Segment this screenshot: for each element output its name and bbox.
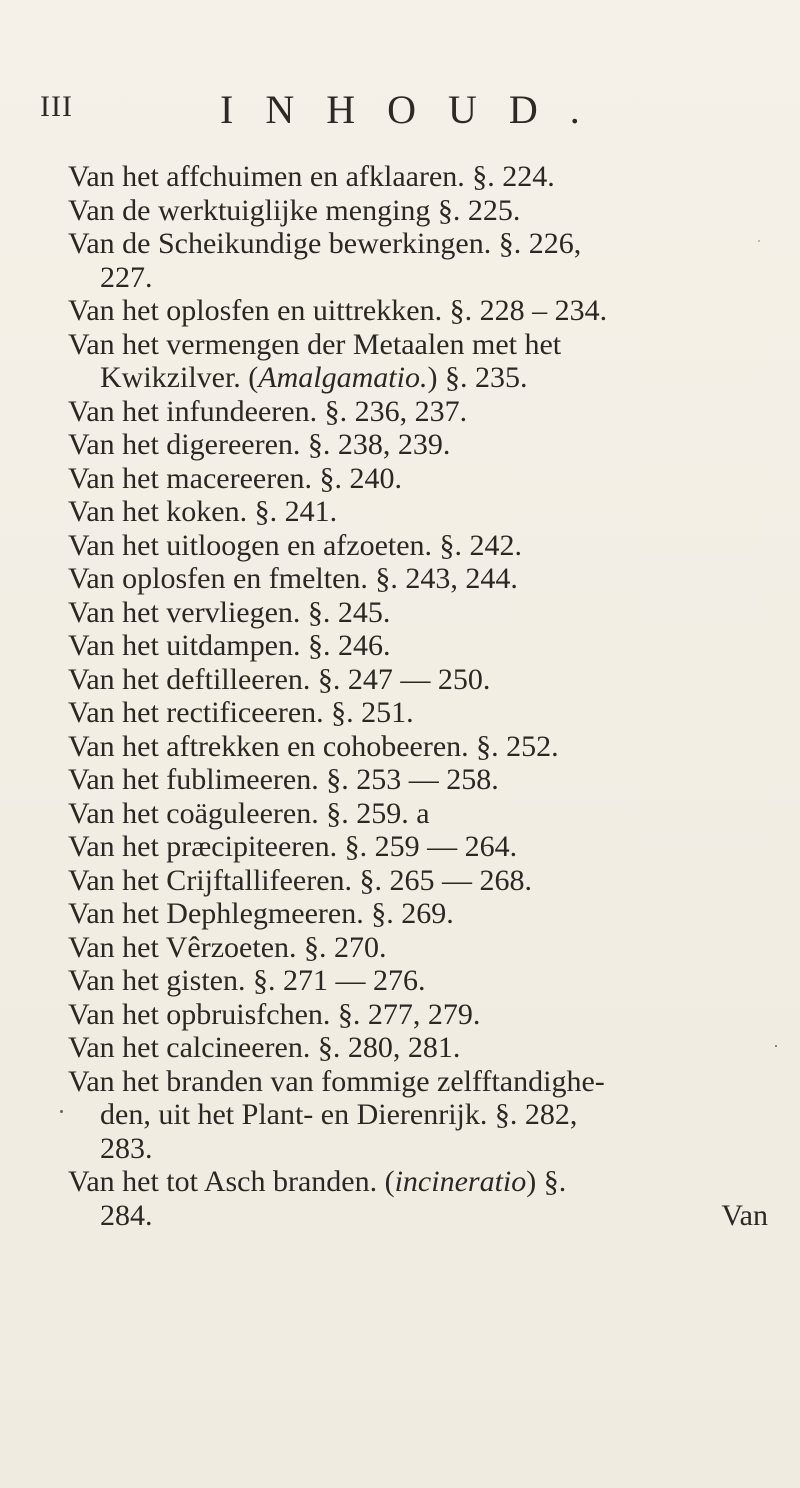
ink-speck <box>60 1110 63 1113</box>
latin-term: Amalgamatio. <box>258 361 428 394</box>
toc-entry: Van het infundeeren. §. 236, 237. <box>68 394 468 428</box>
toc-entry: Van het tot Asch branden. (incineratio) §. 284. Van <box>68 1165 768 1232</box>
toc-entry-continuation: 283. <box>100 1131 153 1165</box>
toc-entry: Van de Scheikundige bewerkingen. §. 226, 227. <box>68 227 768 294</box>
ink-speck <box>775 1045 777 1047</box>
toc-entry: Van het fublimeeren. §. 253 — 258. <box>68 763 499 796</box>
toc-entry: Van het rectificeeren. §. 251. <box>68 696 414 729</box>
ink-speck <box>758 240 760 242</box>
toc-entry: Van het affchuimen en afklaaren. §. 224. <box>68 160 555 193</box>
table-of-contents <box>68 160 768 1232</box>
toc-entry: Van het vermengen der Metaalen met het Kwikzilver. (Amalgamatio.) §. 235. <box>68 328 768 395</box>
toc-entry: Van het koken. §. 241. <box>68 495 338 528</box>
toc-entry: Van het Dephlegmeeren. §. 269. <box>68 897 454 930</box>
toc-entry: Van het uitloogen en afzoeten. §. 242. <box>68 528 523 562</box>
toc-entry: Van het macereeren. §. 240. <box>68 461 403 495</box>
toc-entry: Van het branden van fommige zelfftandighe- den, uit het Plant- en Dierenrijk. §. 282, 283. <box>68 1065 768 1166</box>
toc-entry-continuation: den, uit het Plant- en Dierenrijk. §. 282, <box>100 1098 578 1131</box>
page-number: III <box>40 90 73 123</box>
toc-entry: Van het coäguleeren. §. 259. a <box>68 796 430 830</box>
toc-entry-continuation: Kwikzilver. (Amalgamatio.) §. 235. <box>100 361 528 394</box>
page-header <box>40 86 740 146</box>
toc-entry: Van het Crijftallifeeren. §. 265 — 268. <box>68 863 533 897</box>
toc-entry: Van het aftrekken en cohobeeren. §. 252. <box>68 729 559 763</box>
toc-entry: Van het opbruisfchen. §. 277, 279. <box>68 997 481 1031</box>
toc-entry: Van het oplosfen en uittrekken. §. 228 – 234. <box>68 294 608 327</box>
toc-entry: Van het gisten. §. 271 — 276. <box>68 964 426 997</box>
toc-entry: Van oplosfen en fmelten. §. 243, 244. <box>68 562 518 595</box>
toc-entry-continuation: 284. Van <box>100 1198 768 1232</box>
toc-entry: Van het calcineeren. §. 280, 281. <box>68 1031 461 1064</box>
toc-entry: Van het vervliegen. §. 245. <box>68 595 391 629</box>
toc-entry: Van het deftilleeren. §. 247 — 250. <box>68 662 491 696</box>
toc-entry: Van het præcipiteeren. §. 259 — 264. <box>68 830 518 863</box>
toc-entry: Van het digereeren. §. 238, 239. <box>68 428 451 461</box>
toc-entry: Van het uitdampen. §. 246. <box>68 629 391 662</box>
latin-term: incineratio <box>394 1165 527 1198</box>
catchword: Van <box>721 1198 768 1232</box>
running-head: INHOUD. <box>220 87 612 132</box>
toc-entry-continuation: 227. <box>100 260 153 294</box>
toc-entry: Van het Vêrzoeten. §. 270. <box>68 930 387 964</box>
toc-entry: Van de werktuiglijke menging §. 225. <box>68 193 521 227</box>
